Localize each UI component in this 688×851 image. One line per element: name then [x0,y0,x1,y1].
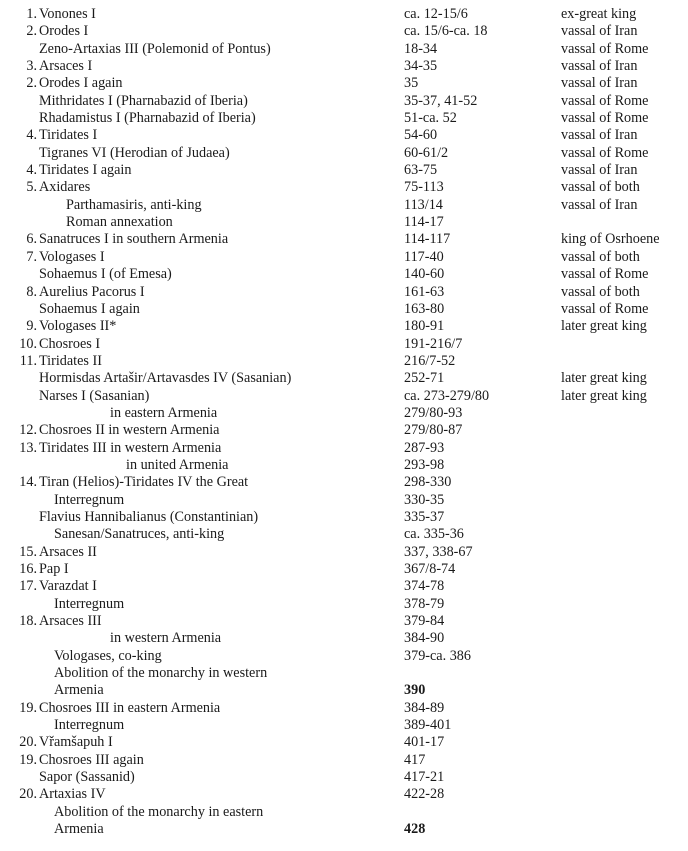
reign-dates: 180-91 [404,318,445,335]
table-row [0,75,688,92]
ruler-name: Flavius Hannibalianus (Constantinian) [39,508,259,525]
table-row [0,492,688,509]
reign-dates: 298-330 [404,474,452,491]
ruler-status: vassal of Iran [561,58,638,75]
ruler-number: 5. [26,179,37,196]
ruler-number: 18. [19,613,37,630]
table-row [0,700,688,717]
reign-dates: 417-21 [404,769,445,786]
reign-dates: 379-84 [404,613,445,630]
ruler-number: 11. [19,352,37,369]
reign-dates: 60-61/2 [404,144,449,161]
reign-dates: 140-60 [404,266,445,283]
reign-dates: 51-ca. 52 [404,110,457,127]
ruler-status: later great king [561,387,647,404]
ruler-name: Vonones I [39,6,96,22]
ruler-name: in western Armenia [110,630,222,647]
ruler-name: Aurelius Pacorus I [39,283,145,300]
table-row [0,266,688,283]
reign-dates: 75-113 [404,179,444,196]
ruler-name: Varazdat I [39,578,97,595]
ruler-status: ex-great king [561,6,637,22]
reign-dates: 113/14 [404,196,443,213]
table-row [0,23,688,40]
ruler-name: Arsaces III [39,613,102,630]
reign-dates: 35-37, 41-52 [404,92,478,109]
ruler-name: Vologases II* [39,318,117,335]
ruler-status: vassal of Rome [561,40,649,57]
ruler-number: 10. [19,335,37,352]
ruler-status: vassal of Iran [561,162,638,179]
ruler-number: 13. [19,439,37,456]
table-row [0,110,688,127]
ruler-name: Sohaemus I again [39,300,140,317]
table-row [0,179,688,196]
ruler-name: Tiridates III in western Armenia [39,439,222,456]
ruler-number: 2. [26,23,37,40]
king-list-table [0,6,688,839]
ruler-name: Chosroes III in eastern Armenia [39,699,221,716]
reign-dates: 18-34 [404,40,438,57]
ruler-name: Tigranes VI (Herodian of Judaea) [39,144,230,161]
ruler-status: vassal of Rome [561,110,649,127]
ruler-number: 4. [26,162,37,179]
table-row [0,665,688,682]
table-row [0,821,688,838]
reign-dates: 378-79 [404,595,445,612]
ruler-name: Interregnum [54,595,125,612]
ruler-name: Hormisdas Artašir/Artavasdes IV (Sasanian) [39,370,292,387]
reign-dates: 335-37 [404,508,445,525]
ruler-name: Arsaces II [39,543,97,560]
ruler-name: Zeno-Artaxias III (Polemonid of Pontus) [39,40,271,57]
ruler-name: Armenia [54,682,104,699]
ruler-name: Orodes I [39,23,89,40]
ruler-name: Arsaces I [39,58,93,75]
reign-dates: ca. 15/6-ca. 18 [404,23,488,40]
reign-dates: 374-78 [404,578,445,595]
table-row [0,6,688,23]
table-row [0,58,688,75]
ruler-name: Vřamšapuh I [39,734,113,751]
ruler-number: 8. [26,283,37,300]
ruler-status: vassal of Iran [561,75,638,92]
ruler-status: king of Osrhoene [561,231,660,248]
reign-dates: 367/8-74 [404,561,456,577]
reign-dates: 35 [404,75,419,92]
table-row [0,648,688,665]
ruler-name: Interregnum [54,491,125,508]
ruler-name: Sanatruces I in southern Armenia [39,231,229,248]
table-row [0,752,688,769]
reign-dates: ca. 273-279/80 [404,387,490,404]
table-row [0,734,688,751]
table-row [0,682,688,699]
ruler-name: Tiridates I again [39,162,132,179]
ruler-status: vassal of Iran [561,127,638,144]
ruler-status: vassal of both [561,179,640,196]
reign-dates: 330-35 [404,491,445,508]
ruler-name: Rhadamistus I (Pharnabazid of Iberia) [39,110,256,127]
table-row [0,249,688,266]
reign-dates: 390 [404,682,426,699]
ruler-name: Sapor (Sassanid) [39,769,135,786]
ruler-name: Sohaemus I (of Emesa) [39,266,172,283]
table-row [0,41,688,58]
ruler-name: Tiran (Helios)-Tiridates IV the Great [39,474,249,491]
reign-dates: 161-63 [404,283,445,300]
ruler-name: Pap I [39,561,69,577]
table-row [0,405,688,422]
ruler-status: vassal of Rome [561,300,649,317]
ruler-status: vassal of Rome [561,144,649,161]
table-row [0,353,688,370]
ruler-name: Chosroes III again [39,751,144,768]
reign-dates: 191-216/7 [404,335,463,352]
table-row [0,509,688,526]
table-row [0,336,688,353]
ruler-name: Parthamasiris, anti-king [66,196,202,213]
table-row [0,214,688,231]
reign-dates: ca. 335-36 [404,526,464,543]
ruler-number: 12. [19,422,37,439]
reign-dates: 401-17 [404,734,445,751]
reign-dates: 252-71 [404,370,445,387]
ruler-name: Armenia [54,821,104,838]
table-row [0,578,688,595]
table-row [0,145,688,162]
ruler-name: in united Armenia [126,456,229,473]
reign-dates: 63-75 [404,162,438,179]
ruler-name: in eastern Armenia [110,404,218,421]
reign-dates: 384-89 [404,699,445,716]
table-row [0,301,688,318]
reign-dates: 428 [404,821,426,838]
ruler-name: Abolition of the monarchy in eastern [54,803,264,820]
ruler-name: Chosroes II in western Armenia [39,422,220,439]
reign-dates: 279/80-93 [404,404,463,421]
table-row [0,422,688,439]
ruler-name: Orodes I again [39,75,123,92]
table-row [0,769,688,786]
ruler-name: Abolition of the monarchy in western [54,665,268,682]
reign-dates: 216/7-52 [404,352,456,369]
ruler-number: 16. [19,561,37,577]
table-row [0,388,688,405]
table-row [0,544,688,561]
ruler-name: Axidares [39,179,91,196]
table-row [0,93,688,110]
reign-dates: 34-35 [404,58,438,75]
ruler-name: Roman annexation [66,214,173,231]
table-row [0,717,688,734]
ruler-name: Interregnum [54,717,125,734]
ruler-name: Vologases, co-king [54,647,162,664]
reign-dates: 389-401 [404,717,452,734]
ruler-status: vassal of Rome [561,266,649,283]
ruler-number: 14. [19,474,37,491]
ruler-name: Sanesan/Sanatruces, anti-king [54,526,225,543]
table-row [0,440,688,457]
ruler-number: 19. [19,751,37,768]
table-row [0,630,688,647]
ruler-number: 6. [26,231,37,248]
reign-dates: 54-60 [404,127,438,144]
reign-dates: 163-80 [404,300,445,317]
reign-dates: 279/80-87 [404,422,463,439]
table-row [0,786,688,803]
ruler-name: Artaxias IV [39,786,106,803]
table-row [0,804,688,821]
ruler-number: 1. [26,6,37,22]
ruler-status: vassal of Rome [561,92,649,109]
reign-dates: 417 [404,751,426,768]
ruler-number: 3. [26,58,37,75]
reign-dates: 114-117 [404,231,451,248]
ruler-name: Mithridates I (Pharnabazid of Iberia) [39,92,248,109]
reign-dates: 422-28 [404,786,445,803]
ruler-status: vassal of both [561,248,640,265]
ruler-status: vassal of Iran [561,23,638,40]
table-row [0,284,688,301]
table-row [0,162,688,179]
table-row [0,457,688,474]
table-row [0,318,688,335]
reign-dates: 293-98 [404,456,445,473]
ruler-number: 20. [19,786,37,803]
reign-dates: ca. 12-15/6 [404,6,468,22]
table-row [0,370,688,387]
reign-dates: 337, 338-67 [404,543,473,560]
table-row [0,231,688,248]
ruler-number: 19. [19,699,37,716]
ruler-name: Narses I (Sasanian) [39,387,150,404]
ruler-name: Tiridates II [39,352,102,369]
table-row [0,197,688,214]
ruler-number: 20. [19,734,37,751]
ruler-status: vassal of both [561,283,640,300]
reign-dates: 384-90 [404,630,445,647]
ruler-name: Tiridates I [39,127,98,144]
reign-dates: 287-93 [404,439,445,456]
ruler-number: 7. [26,248,37,265]
table-row [0,613,688,630]
table-row [0,561,688,578]
ruler-status: later great king [561,318,647,335]
ruler-number: 15. [19,543,37,560]
table-row [0,127,688,144]
ruler-status: later great king [561,370,647,387]
table-row [0,596,688,613]
ruler-number: 17. [19,578,37,595]
ruler-name: Vologases I [39,248,105,265]
reign-dates: 114-17 [404,214,444,231]
reign-dates: 379-ca. 386 [404,647,471,664]
table-row [0,526,688,543]
ruler-number: 4. [26,127,37,144]
reign-dates: 117-40 [404,248,444,265]
ruler-status: vassal of Iran [561,196,638,213]
table-row [0,474,688,491]
ruler-number: 2. [26,75,37,92]
ruler-name: Chosroes I [39,335,101,352]
ruler-number: 9. [26,318,37,335]
